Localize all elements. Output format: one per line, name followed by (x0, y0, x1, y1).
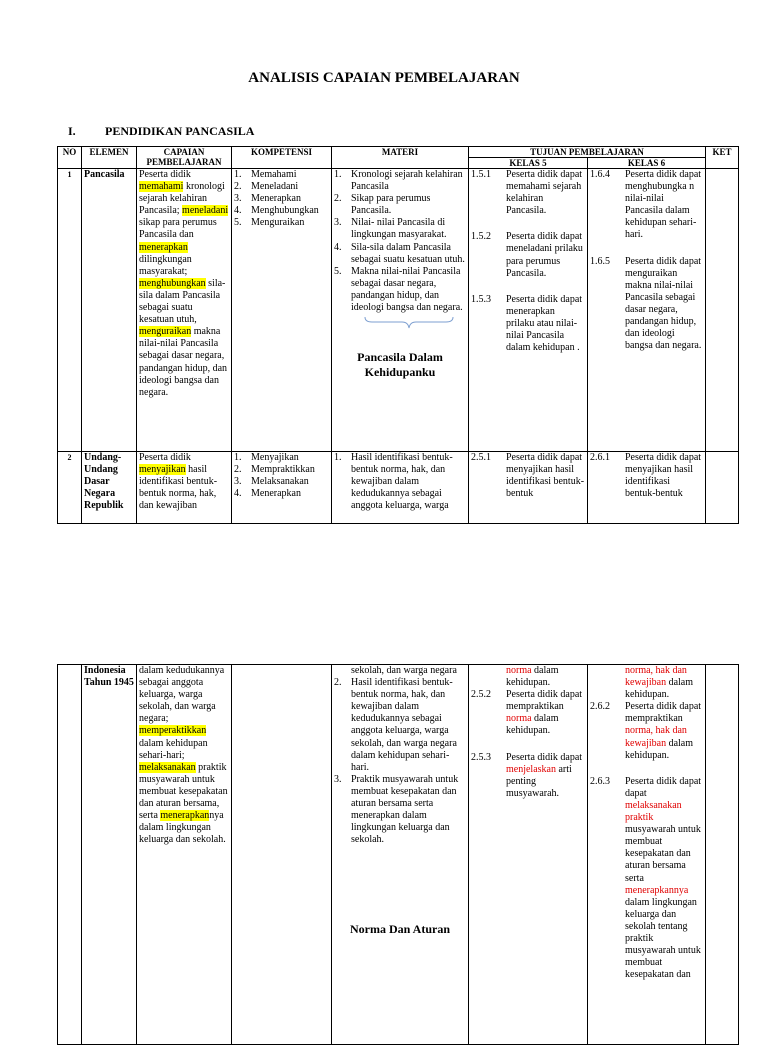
highlighted-text: menghubungkan (139, 277, 206, 289)
kompetensi-cell (232, 169, 332, 452)
highlighted-text: menerapkan (160, 810, 210, 822)
list-item (234, 217, 329, 229)
ket-cell (706, 169, 739, 452)
header-ket: KET (706, 147, 739, 169)
materi-cell (332, 169, 469, 452)
highlighted-text: menerapkan (139, 241, 188, 253)
text-run: sila-sila dalam Pancasila sebagai suatu kesatuan utuh, (139, 277, 226, 326)
list-item (234, 476, 329, 488)
red-text: norma, hak dan kewajiban (625, 725, 687, 749)
curly-brace-icon (364, 316, 454, 330)
list-item (234, 452, 329, 464)
item-code: 2.6.1 (590, 452, 610, 463)
item-text (625, 701, 703, 761)
item-number: 3. (334, 217, 342, 229)
kelas-5-cell (469, 452, 588, 524)
table-row (58, 169, 739, 452)
list-item (334, 774, 466, 847)
text-run: kronologi sejarah kelahiran Pancasila; (139, 181, 225, 217)
text-run: dilingkungan masyarakat; (139, 253, 192, 277)
item-text: Menerapkan (251, 488, 301, 500)
item-text: Peserta didik dapat menyajikan hasil identifikasi bentuk-bentuk (625, 452, 702, 500)
item-text: Sikap para perumus Pancasila. (351, 193, 431, 217)
item-text: Peserta didik dapat menghubungka n nilai-nilai Pancasila dalam kehidupan sehari-hari. (625, 169, 702, 241)
item-number: 4. (334, 241, 342, 253)
item-text: Praktik musyawarah untuk membuat kesepakatan dan aturan bersama serta menerapkan dalam lingkungan keluarga dan sekolah. (351, 773, 459, 846)
item-text: Kronologi sejarah kelahiran Pancasila (351, 169, 463, 193)
item-number: 1. (334, 169, 342, 180)
highlighted-text: menyajikan (139, 464, 186, 476)
item-text: Mempraktikkan (251, 464, 315, 476)
item-number: 2. (334, 677, 342, 689)
text-run: dalam kehidupan. (625, 677, 694, 701)
list-item (334, 169, 466, 193)
item-text (506, 752, 585, 800)
materi-cell (332, 452, 469, 524)
text-run: dalam kehidupan. (625, 737, 694, 761)
list-item (334, 677, 466, 774)
item-text: Peserta didik dapat meneladani prilaku para perumus Pancasila. (506, 231, 583, 279)
highlighted-text: menguraikan (139, 326, 192, 338)
text-run: dalam kedudukannya sebagai anggota keluarga, warga sekolah, dan warga negara; (139, 665, 225, 725)
materi-continued-text: sekolah, dan warga negara (351, 665, 457, 676)
header-kelas-6: KELAS 6 (588, 158, 706, 169)
list-item (334, 217, 466, 241)
list-item (334, 266, 466, 314)
header-kompetensi: KOMPETENSI (232, 147, 332, 169)
item-text: Nilai- nilai Pancasila di lingkungan masyarakat. (351, 217, 447, 241)
ket-cell (706, 452, 739, 524)
highlighted-text: memahami (139, 181, 184, 193)
item-number: 3. (234, 193, 242, 205)
topic-label: Pancasila Dalam Kehidupanku (357, 350, 443, 380)
item-text: Meneladani (251, 181, 299, 193)
list-item (590, 452, 703, 500)
header-materi: MATERI (332, 147, 469, 169)
red-text: melaksanakan praktik (625, 799, 682, 824)
item-number: 2. (234, 464, 242, 476)
row-number (58, 665, 82, 1045)
red-text: norma (506, 665, 532, 676)
row-number: 1 (58, 169, 82, 452)
kompetensi-cell (232, 452, 332, 524)
list-item (234, 181, 329, 193)
kelas-6-cell (588, 452, 706, 524)
section-label: PENDIDIKAN PANCASILA (105, 124, 255, 138)
list-item (471, 231, 585, 279)
item-code: 2.5.1 (471, 452, 491, 463)
list-item (471, 752, 585, 800)
list-item (590, 701, 703, 761)
table-row (58, 665, 739, 1045)
item-text: Menghubungkan (251, 205, 319, 217)
item-text: Peserta didik dapat menerapkan prilaku atau nilai-nilai Pancasila dalam kehidupan . (506, 293, 583, 354)
item-number: 2. (334, 193, 342, 205)
item-number: 1. (234, 169, 242, 180)
text-run: praktik musyawarah untuk membuat kesepakatan dan aturan bersama, serta (139, 761, 228, 822)
item-number: 5. (334, 265, 342, 277)
red-text: norma (506, 713, 532, 725)
item-text: Peserta didik dapat menguraikan makna nilai-nilai Pancasila sebagai dasar negara, pandangan hidup, dan ideologi bangsa dan negara. (625, 255, 702, 352)
item-number: 3. (334, 773, 342, 785)
text-run: Peserta didik dapat dapat (625, 775, 702, 799)
item-number: 4. (234, 205, 242, 217)
table-row (58, 452, 739, 524)
list-item (471, 294, 585, 354)
kelas-6-cell (588, 169, 706, 452)
ket-cell (706, 665, 739, 1045)
red-text: norma, hak dan kewajiban (625, 665, 687, 689)
elemen-cell: Pancasila (82, 169, 137, 452)
item-number: 1. (234, 452, 242, 463)
item-text: Menerapkan (251, 193, 301, 205)
text-run: hasil identifikasi bentuk-bentuk norma, hak, dan kewajiban (139, 464, 218, 512)
text-run: dalam kehidupan. (506, 713, 559, 737)
item-text: Makna nilai-nilai Pancasila sebagai dasar negara, pandangan hidup, dan ideologi bangsa dan negara. (351, 265, 463, 314)
item-text: Sila-sila dalam Pancasila sebagai suatu kesatuan utuh. (351, 241, 465, 265)
item-text: Menyajikan (251, 452, 299, 463)
text-run: Peserta didik (139, 169, 191, 180)
row-number: 2 (58, 452, 82, 524)
item-number: 5. (234, 217, 242, 229)
item-code: 2.5.2 (471, 689, 491, 701)
capaian-cell (137, 169, 232, 452)
highlighted-text: meneladani (182, 205, 229, 217)
list-item (590, 169, 703, 242)
text-run: makna nilai-nilai Pancasila sebagai dasar negara, pandangan hidup, dan ideologi bangsa dan negara. (139, 326, 228, 398)
item-text: Melaksanakan (251, 476, 309, 488)
item-text (506, 689, 585, 737)
header-no: NO (58, 147, 82, 169)
learning-outcomes-table (57, 146, 739, 524)
list-item (234, 464, 329, 476)
list-item (334, 242, 466, 266)
item-code: 2.6.2 (590, 701, 610, 713)
elemen-cell: Indonesia Tahun 1945 (82, 665, 137, 1045)
item-text: Hasil identifikasi bentuk-bentuk norma, hak, dan kewajiban dalam kedudukannya sebagai anggota keluarga, warga (351, 452, 453, 512)
red-text: menjelaskan (506, 763, 556, 775)
list-item (234, 169, 329, 181)
item-code: 1.5.3 (471, 293, 491, 305)
learning-outcomes-table-continued (57, 664, 739, 1045)
item-code: 1.6.5 (590, 255, 610, 267)
list-item (471, 169, 585, 217)
text-run: arti penting musyawarah. (506, 763, 572, 799)
text-run: Peserta didik dapat mempraktikan (506, 689, 583, 713)
materi-cell (332, 665, 469, 1045)
list-item (590, 776, 703, 982)
item-number: 4. (234, 488, 242, 500)
item-number: 3. (234, 476, 242, 488)
list-item (590, 256, 703, 353)
red-text: menerapkannya (625, 884, 689, 896)
text-run: Peserta didik (139, 452, 191, 463)
header-kelas-5: KELAS 5 (469, 158, 588, 169)
highlighted-text: melaksanakan (139, 761, 196, 773)
list-item (471, 452, 585, 500)
header-capaian: CAPAIAN PEMBELAJARAN (137, 147, 232, 169)
list-item (234, 488, 329, 500)
list-item (334, 193, 466, 217)
text-run: sikap para perumus Pancasila dan (139, 217, 217, 241)
capaian-cell (137, 665, 232, 1045)
item-text: Hasil identifikasi bentuk-bentuk norma, hak, dan kewajiban dalam kedudukannya sebagai anggota keluarga, warga sekolah, dan warga negara dalam kehidupan sehari-hari. (351, 677, 457, 773)
item-number: 2. (234, 181, 242, 193)
text-run: nya dalam lingkungan keluarga dan sekolah. (139, 810, 226, 846)
kelas-5-cell (469, 169, 588, 452)
item-code: 1.5.2 (471, 231, 491, 243)
item-code: 1.5.1 (471, 169, 491, 180)
list-item (234, 193, 329, 205)
page-title: ANALISIS CAPAIAN PEMBELAJARAN (248, 70, 520, 86)
topic-label: Norma Dan Aturan (349, 922, 450, 937)
elemen-cell: Undang-Undang Dasar Negara Republik (82, 452, 137, 524)
text-run: musyawarah untuk membuat kesepakatan dan aturan bersama serta (625, 824, 701, 884)
header-tujuan: TUJUAN PEMBELAJARAN (469, 147, 706, 158)
header-elemen: ELEMEN (82, 147, 137, 169)
list-item (334, 452, 466, 512)
text-run: dalam kehidupan sehari-hari; (139, 737, 208, 761)
item-number: 1. (334, 452, 342, 463)
text-run: dalam kehidupan. (506, 665, 559, 689)
item-text: Peserta didik dapat memahami sejarah kelahiran Pancasila. (506, 169, 583, 217)
list-item (234, 205, 329, 217)
text-run: dalam lingkungan keluarga dan sekolah tentang praktik musyawarah untuk membuat kesepakatan dan (625, 896, 701, 981)
list-item (471, 689, 585, 737)
capaian-cell (137, 452, 232, 524)
highlighted-text: memperaktikkan (139, 725, 207, 737)
item-code: 1.6.4 (590, 169, 610, 180)
item-text: Menguraikan (251, 217, 305, 229)
item-code: 2.6.3 (590, 775, 610, 787)
item-text: Memahami (251, 169, 297, 180)
item-code: 2.5.3 (471, 751, 491, 763)
item-text: Peserta didik dapat menyajikan hasil identifikasi bentuk-bentuk (506, 452, 585, 500)
text-run: Peserta didik dapat (506, 751, 583, 763)
item-text (625, 776, 703, 982)
kelas-6-cell (588, 665, 706, 1045)
kelas-5-cell (469, 665, 588, 1045)
text-run: Peserta didik dapat mempraktikan (625, 701, 702, 725)
kompetensi-cell (232, 665, 332, 1045)
section-heading (68, 124, 254, 139)
section-number: I. (68, 124, 76, 138)
